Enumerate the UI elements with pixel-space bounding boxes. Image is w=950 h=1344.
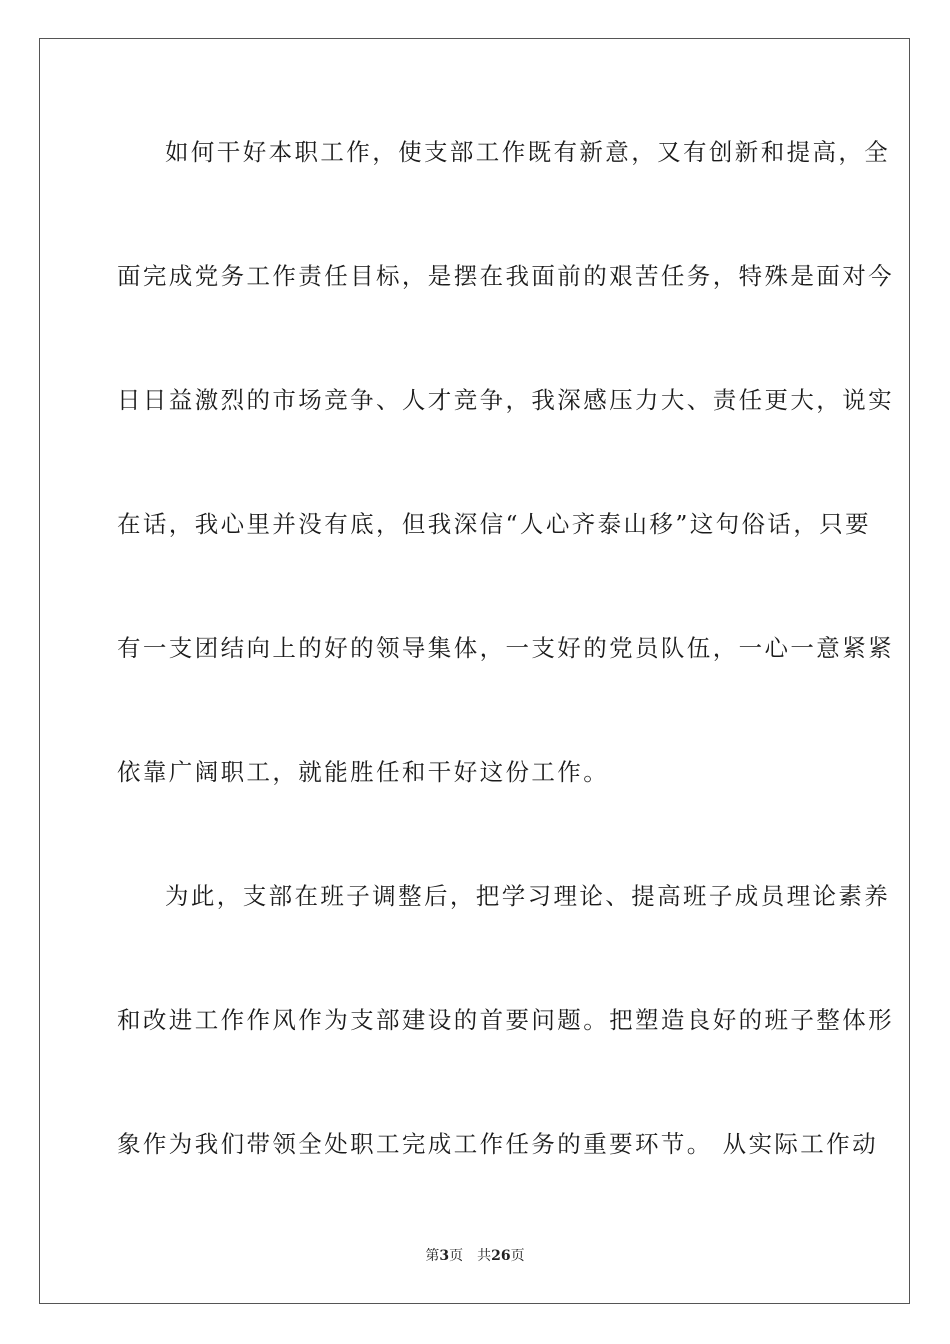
footer-page-number: 3 bbox=[439, 1248, 450, 1264]
footer-total-prefix: 共 bbox=[477, 1248, 492, 1264]
paragraph-line: 如何干好本职工作，使支部工作既有新意，又有创新和提高，全 bbox=[165, 138, 891, 166]
paragraph-line: 象作为我们带领全处职工完成工作任务的重要环节。 从实际工作动 bbox=[117, 1130, 878, 1158]
paragraph-line: 面完成党务工作责任目标，是摆在我面前的艰苦任务，特殊是面对今 bbox=[117, 262, 894, 290]
page-border bbox=[39, 38, 910, 1304]
page-footer bbox=[0, 1247, 950, 1265]
footer-page-suffix: 页 bbox=[449, 1248, 464, 1264]
footer-page-prefix: 第 bbox=[425, 1248, 440, 1264]
paragraph-line: 在话，我心里并没有底，但我深信“人心齐泰山移”这句俗话，只要 bbox=[117, 510, 872, 538]
footer-total-suffix: 页 bbox=[510, 1248, 525, 1264]
paragraph-line: 有一支团结向上的好的领导集体，一支好的党员队伍，一心一意紧紧 bbox=[117, 634, 894, 662]
paragraph-line: 为此，支部在班子调整后，把学习理论、提高班子成员理论素养 bbox=[165, 882, 891, 910]
paragraph-line: 日日益激烈的市场竞争、人才竞争，我深感压力大、责任更大，说实 bbox=[117, 386, 894, 414]
paragraph-line: 和改进工作作风作为支部建设的首要问题。把塑造良好的班子整体形 bbox=[117, 1006, 894, 1034]
footer-total-pages: 26 bbox=[491, 1248, 511, 1264]
paragraph-line: 依靠广阔职工，就能胜任和干好这份工作。 bbox=[117, 758, 610, 786]
